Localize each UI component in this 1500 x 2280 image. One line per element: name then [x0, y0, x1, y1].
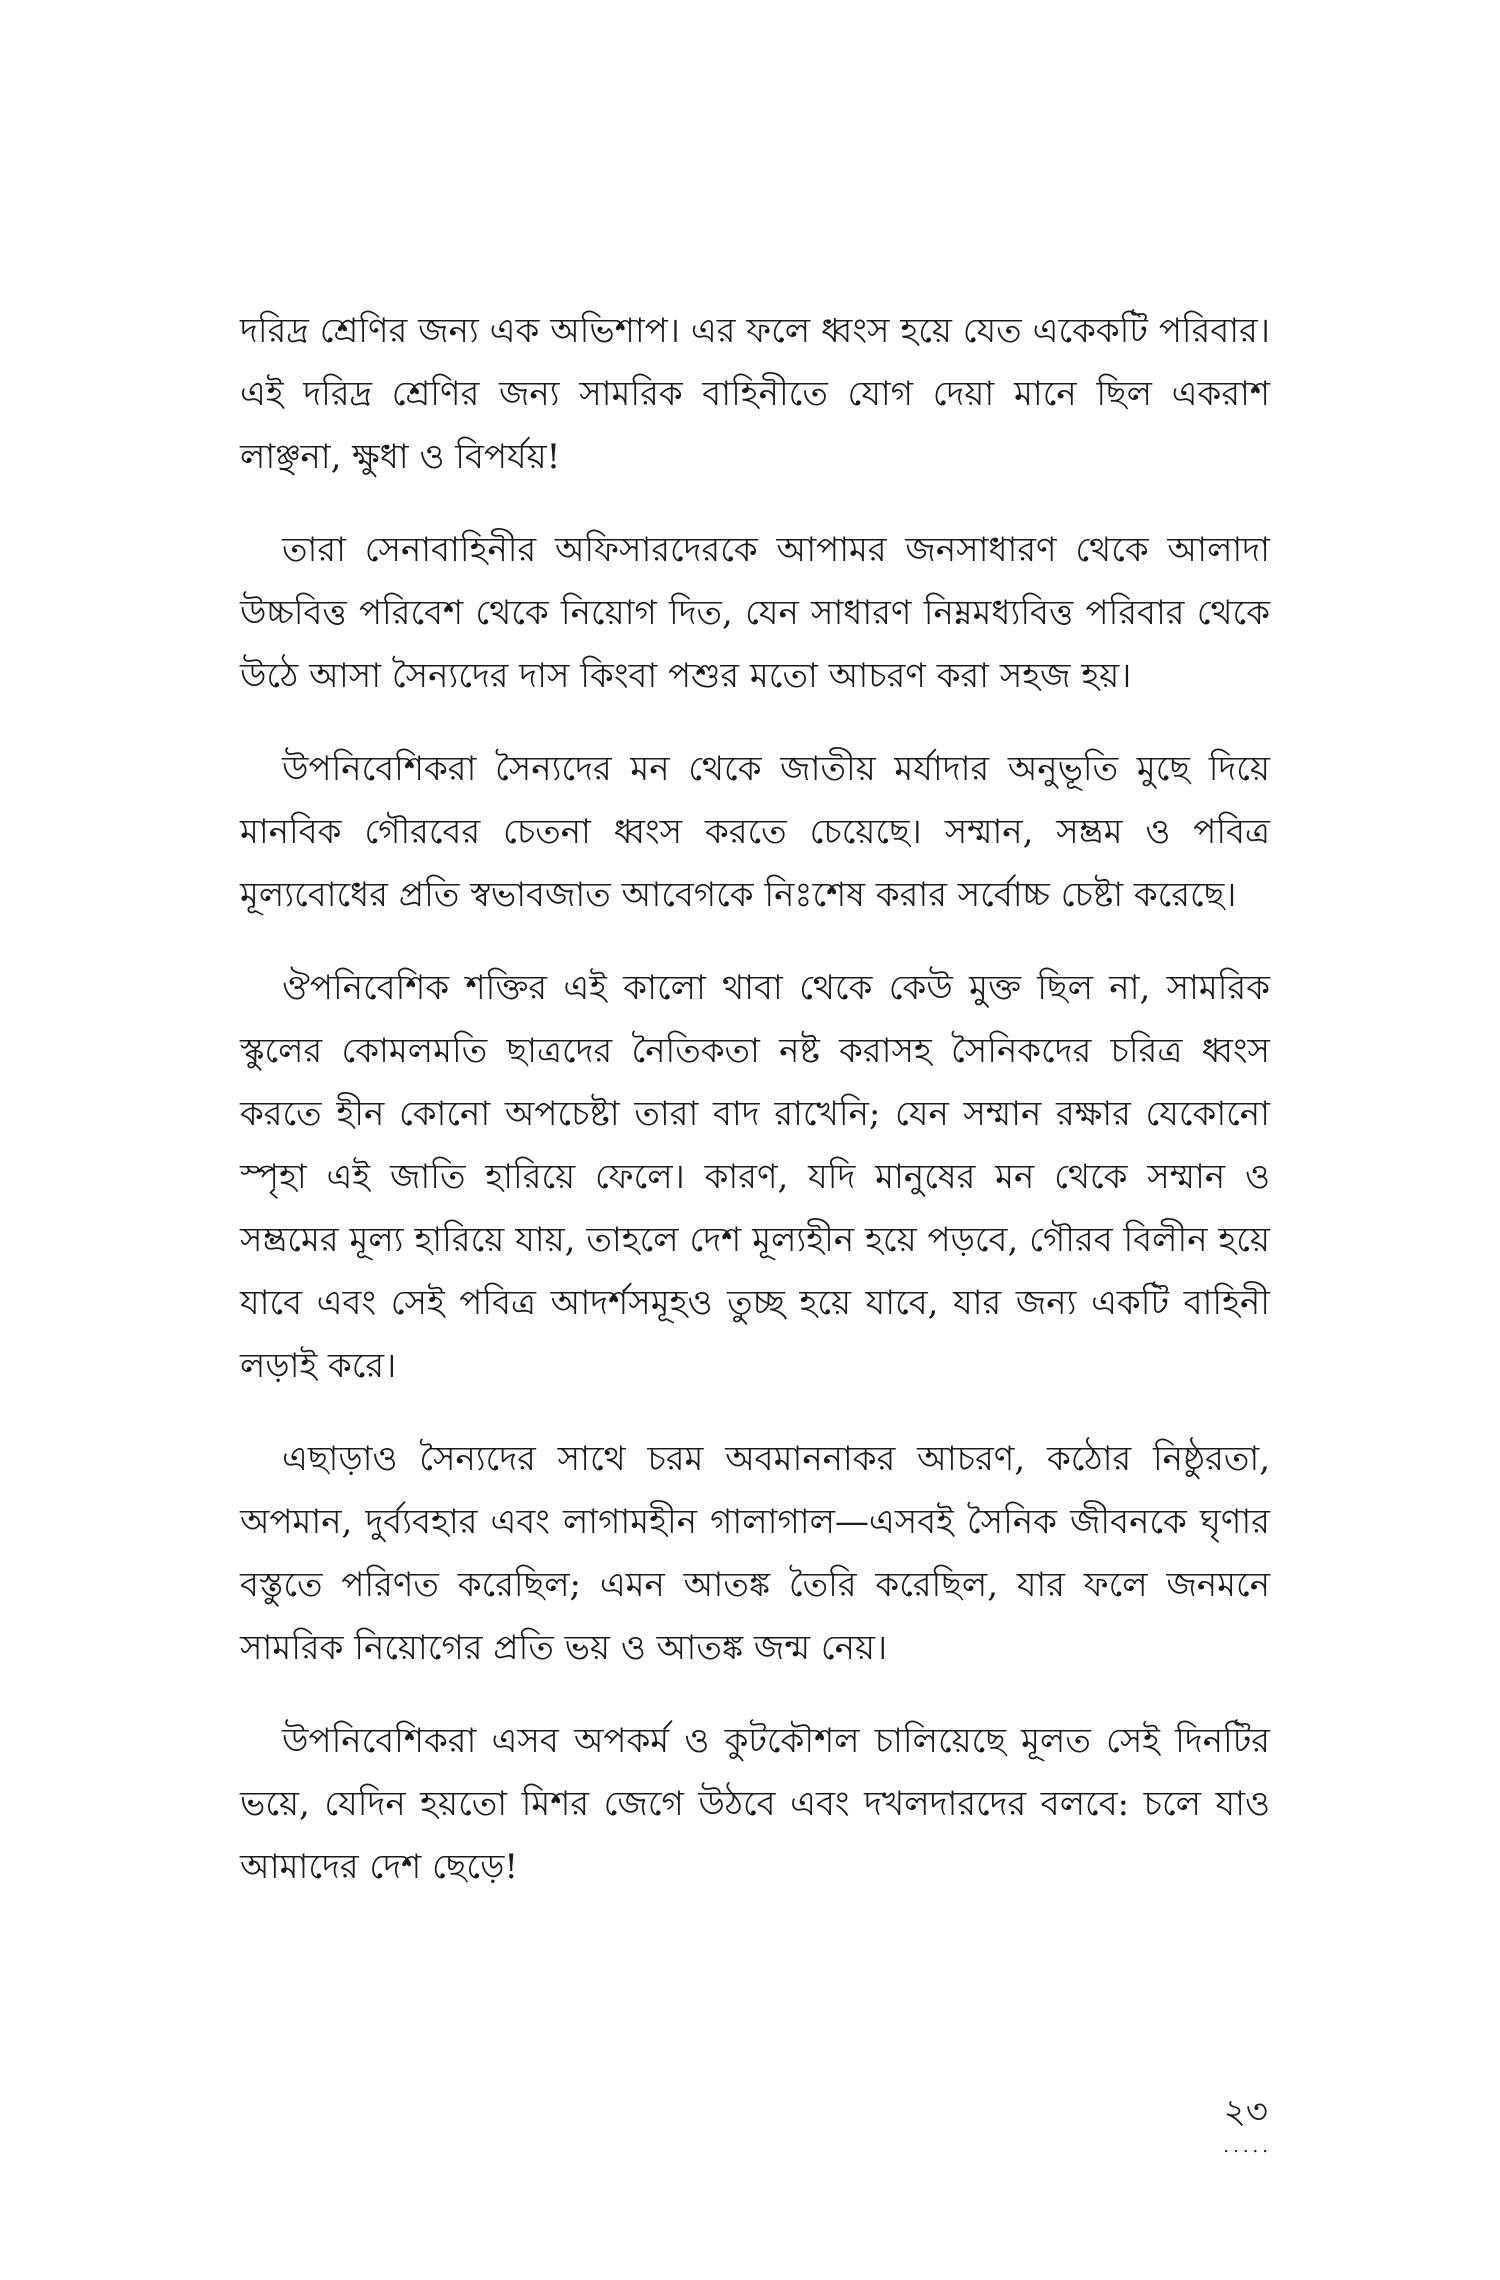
body-text	[240, 300, 1270, 1929]
paragraph-6: উপনিবেশিকরা এসব অপকর্ম ও কুটকৌশল চালিয়েছে মূলত সেই দিনটির ভয়ে, যেদিন হয়তো মিশর জেগে উঠবে এবং দখলদারদের বলবে: চলে যাও আমাদের দেশ ছেড়ে!	[240, 1721, 1270, 1887]
paragraph-4: ঔপনিবেশিক শক্তির এই কালো থাবা থেকে কেউ মুক্ত ছিল না, সামরিক স্কুলের কোমলমতি ছাত্রদের নৈতিকতা নষ্ট করাসহ সৈনিকদের চরিত্র ধ্বংস করতে হীন কোনো অপচেষ্টা তারা বাদ রাখেনি; যেন সম্মান রক্ষার যেকোনো স্পৃহা এই জাতি হারিয়ে ফেলে। কারণ, যদি মানুষের মন থেকে সম্মান ও সম্ভ্রমের মূল্য হারিয়ে যায়, তাহলে দেশ মূল্যহীন হয়ে পড়বে, গৌরব বিলীন হয়ে যাবে এবং সেই পবিত্র আদর্শসমূহও তুচ্ছ হয়ে যাবে, যার জন্য একটি বাহিনী লড়াই করে।	[240, 968, 1270, 1386]
page-number-dots: .....	[1223, 2136, 1272, 2157]
paragraph-2: তারা সেনাবাহিনীর অফিসারদেরকে আপামর জনসাধারণ থেকে আলাদা উচ্চবিত্ত পরিবেশ থেকে নিয়োগ দিত, যেন সাধারণ নিম্নমধ্যবিত্ত পরিবার থেকে উঠে আসা সৈন্যদের দাস কিংবা পশুর মতো আচরণ করা সহজ হয়।	[240, 530, 1270, 696]
page-number: ২৩	[1223, 2092, 1268, 2132]
paragraph-3: উপনিবেশিকরা সৈন্যদের মন থেকে জাতীয় মর্যাদার অনুভূতি মুছে দিয়ে মানবিক গৌরবের চেতনা ধ্বংস করতে চেয়েছে। সম্মান, সম্ভ্রম ও পবিত্র মূল্যবোধের প্রতি স্বভাবজাত আবেগকে নিঃশেষ করার সর্বোচ্চ চেষ্টা করেছে।	[240, 749, 1270, 915]
paragraph-1: দরিদ্র শ্রেণির জন্য এক অভিশাপ। এর ফলে ধ্বংস হয়ে যেত একেকটি পরিবার। এই দরিদ্র শ্রেণির জন্য সামরিক বাহিনীতে যোগ দেয়া মানে ছিল একরাশ লাঞ্ছনা, ক্ষুধা ও বিপর্যয়!	[240, 311, 1270, 477]
paragraph-5: এছাড়াও সৈন্যদের সাথে চরম অবমাননাকর আচরণ, কঠোর নিষ্ঠুরতা, অপমান, দুর্ব্যবহার এবং লাগামহীন গালাগাল—এসবই সৈনিক জীবনকে ঘৃণার বস্তুতে পরিণত করেছিল; এমন আতঙ্ক তৈরি করেছিল, যার ফলে জনমনে সামরিক নিয়োগের প্রতি ভয় ও আতঙ্ক জন্ম নেয়।	[240, 1439, 1270, 1668]
